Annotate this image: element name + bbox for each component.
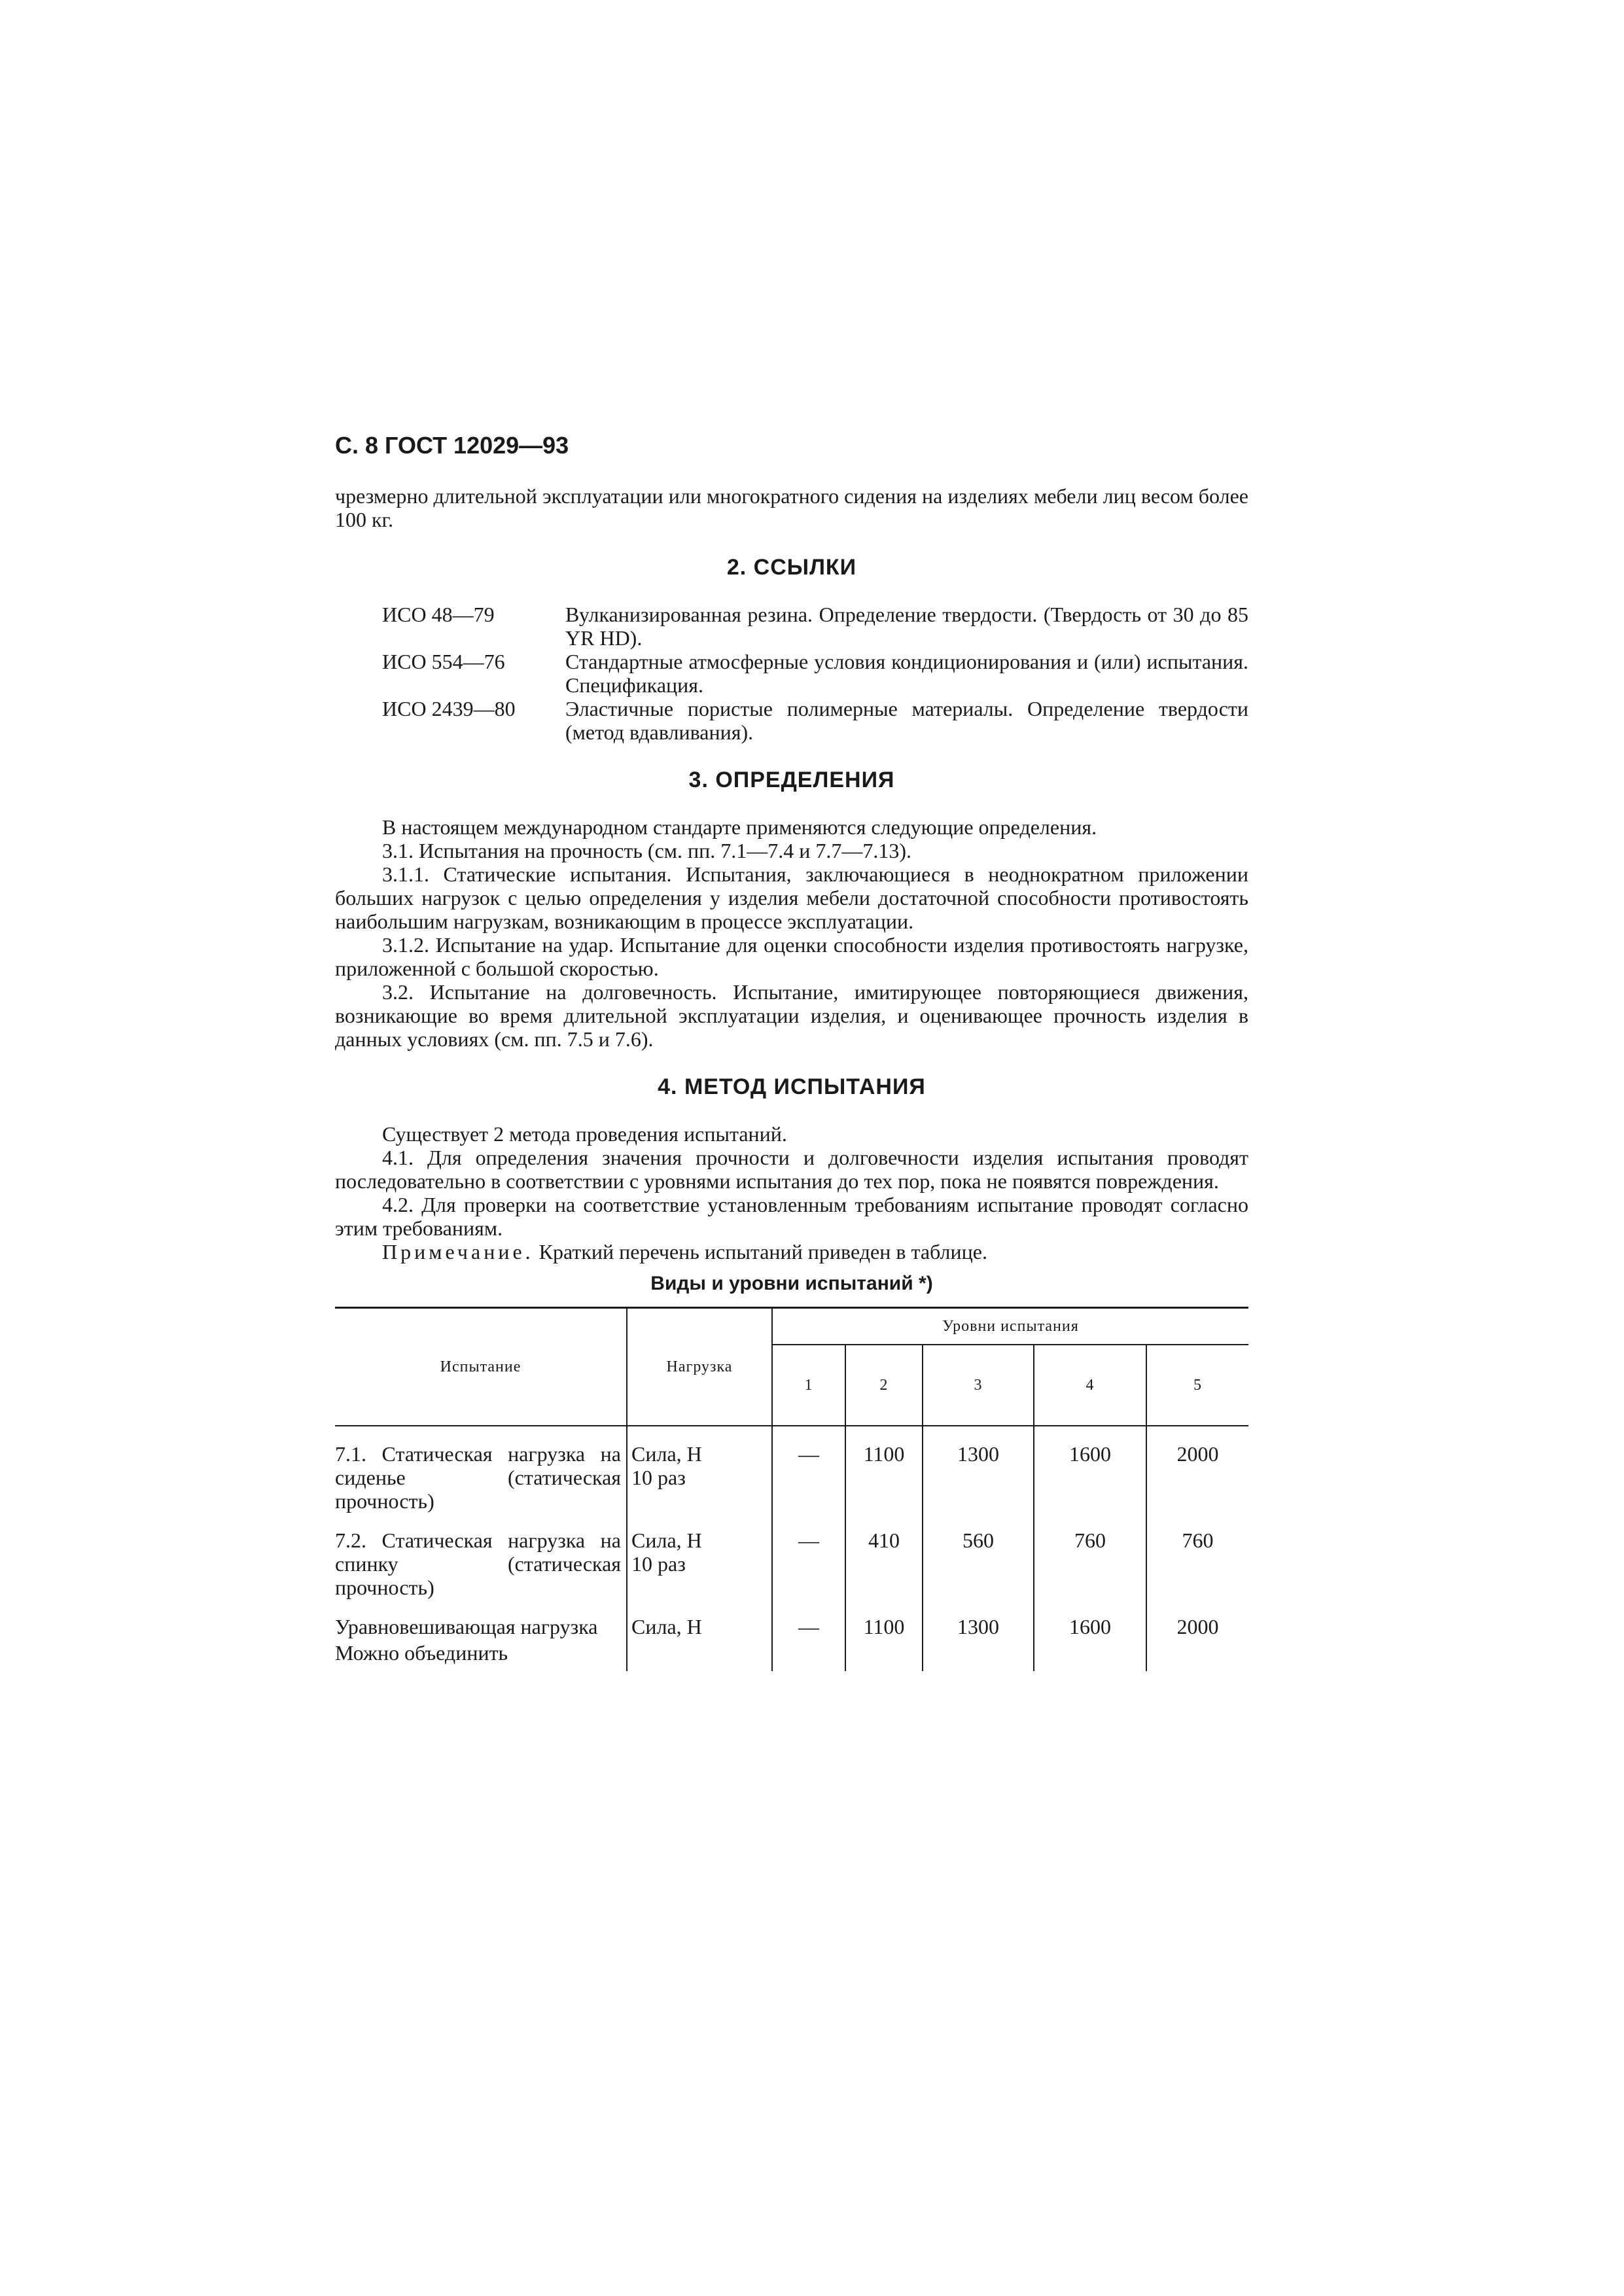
section-4-title: 4. МЕТОД ИСПЫТАНИЯ: [658, 1074, 926, 1099]
load-cell: [627, 1599, 772, 1638]
column-header-test: Испытание: [335, 1308, 627, 1426]
load-type: Сила, Н: [631, 1615, 702, 1638]
test-levels-table: [335, 1307, 1248, 1671]
page-content: [335, 432, 1248, 1671]
reference-code: ИСО 554—76: [382, 650, 505, 673]
level-header: 2: [845, 1345, 923, 1426]
reference-text: Вулканизированная резина. Определение твердости. (Твердость от 30 до 85 YR HD).: [565, 603, 1248, 650]
level-value-cell: 1300: [923, 1426, 1034, 1513]
load-type: Сила, Н: [631, 1442, 702, 1466]
section-2-title: 2. ССЫЛКИ: [726, 555, 857, 580]
load-cell: [627, 1426, 772, 1513]
paragraph: 3.1.2. Испытание на удар. Испытание для оценки способности изделия противостоять нагрузке, приложенной с большой скоростью.: [335, 933, 1248, 980]
level-header: 1: [772, 1345, 845, 1426]
level-value-cell: —: [772, 1426, 845, 1513]
note-text: Краткий перечень испытаний приведен в таблице.: [538, 1240, 987, 1263]
level-value-cell: 760: [1146, 1513, 1248, 1599]
column-header-levels: Уровни испытания: [772, 1308, 1248, 1345]
level-value-cell: 1100: [845, 1426, 923, 1513]
level-value-cell: 1100: [845, 1599, 923, 1638]
level-value-cell: [845, 1638, 923, 1671]
test-name-cell: 7.2. Статическая нагрузка на спинку (статическая прочность): [335, 1528, 621, 1599]
level-value-cell: —: [772, 1599, 845, 1638]
level-value-cell: [772, 1638, 845, 1671]
level-value-cell: [923, 1638, 1034, 1671]
level-value-cell: 560: [923, 1513, 1034, 1599]
paragraph: 4.2. Для проверки на соответствие установленным требованиям испытание проводят согласно этим требованиям.: [335, 1193, 1248, 1240]
table-caption: Виды и уровни испытаний *): [650, 1273, 933, 1294]
reference-item: [382, 650, 1248, 697]
page-header: С. 8 ГОСТ 12029—93: [335, 432, 569, 459]
reference-item: [382, 697, 1248, 744]
table-row: [335, 1599, 1248, 1638]
level-value-cell: 1600: [1034, 1426, 1146, 1513]
level-value-cell: 760: [1034, 1513, 1146, 1599]
table-row: [335, 1513, 1248, 1599]
section-3-title: 3. ОПРЕДЕЛЕНИЯ: [688, 768, 895, 792]
paragraph: В настоящем международном стандарте применяются следующие определения.: [382, 815, 1097, 839]
level-header: 4: [1034, 1345, 1146, 1426]
level-header: 5: [1146, 1345, 1248, 1426]
load-repeat: 10 раз: [631, 1466, 686, 1489]
test-name-cell: 7.1. Статическая нагрузка на сиденье (статическая прочность): [335, 1442, 621, 1513]
paragraph: 4.1. Для определения значения прочности и долговечности изделия испытания проводят последовательно в соответствии с уровнями испытания до тех пор, пока не появятся повреждения.: [335, 1146, 1248, 1193]
level-value-cell: —: [772, 1513, 845, 1599]
paragraph: 3.1.1. Статические испытания. Испытания, заключающиеся в неоднократном приложении больших нагрузок с целью определения у изделия мебели достаточной способности противостоять наибольшим нагрузкам, возникающим в процессе эксплуатации.: [335, 862, 1248, 933]
load-repeat: 10 раз: [631, 1552, 686, 1576]
reference-code: ИСО 2439—80: [382, 697, 516, 720]
paragraph: 3.1. Испытания на прочность (см. пп. 7.1—7.4 и 7.7—7.13).: [382, 839, 912, 862]
load-type: Сила, Н: [631, 1528, 702, 1552]
note-label: Примечание.: [382, 1240, 534, 1263]
level-value-cell: 410: [845, 1513, 923, 1599]
note-paragraph: [335, 1240, 1248, 1263]
level-value-cell: [1146, 1638, 1248, 1671]
reference-code: ИСО 48—79: [382, 603, 495, 626]
level-value-cell: 1600: [1034, 1599, 1146, 1638]
test-name-cell: Уравновешивающая нагрузка: [335, 1615, 598, 1638]
load-cell: [627, 1638, 772, 1671]
reference-text: Эластичные пористые полимерные материалы. Определение твердости (метод вдавливания).: [565, 697, 1248, 744]
level-header: 3: [923, 1345, 1034, 1426]
intro-paragraph: чрезмерно длительной эксплуатации или многократного сидения на изделиях мебели лиц весом более 100 кг.: [335, 484, 1248, 531]
level-value-cell: 2000: [1146, 1599, 1248, 1638]
paragraph: Существует 2 метода проведения испытаний.: [382, 1122, 787, 1146]
level-value-cell: 2000: [1146, 1426, 1248, 1513]
level-value-cell: 1300: [923, 1599, 1034, 1638]
table-row: [335, 1638, 1248, 1671]
level-value-cell: [1034, 1638, 1146, 1671]
paragraph: 3.2. Испытание на долговечность. Испытание, имитирующее повторяющиеся движения, возникающие во время длительной эксплуатации изделия, и оценивающее прочность изделия в данных условиях (см. пп. 7.5 и 7.6).: [335, 980, 1248, 1051]
load-cell: [627, 1513, 772, 1599]
reference-text: Стандартные атмосферные условия кондиционирования и (или) испытания. Спецификация.: [565, 650, 1248, 697]
reference-item: [382, 603, 1248, 650]
references-list: [335, 603, 1248, 744]
column-header-load: Нагрузка: [627, 1308, 772, 1426]
test-name-cell: Можно объединить: [335, 1641, 508, 1665]
table-row: [335, 1426, 1248, 1513]
